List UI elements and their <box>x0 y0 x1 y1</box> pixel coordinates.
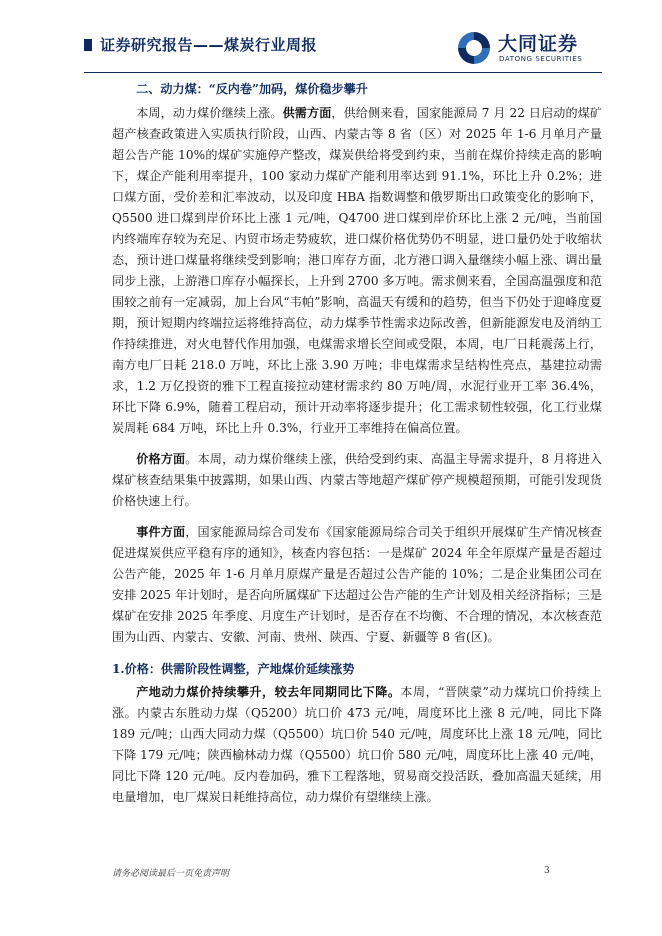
company-logo <box>456 26 602 70</box>
mine-price-text: 本周，“晋陕蒙”动力煤坑口价持续上涨。内蒙古东胜动力煤（Q5200）坑口价 473 元/吨，周度环比上涨 8 元/吨，同比下降 189 元/吨；山西大同动力煤（Q5500）坑口价 540 元/吨，周度环比上涨 18 元/吨，同比下降 179 元/吨；陕西榆林动力煤（Q5500）坑口价 580 元/吨，周度环比上涨 40 元/吨，同比下降 120 元/吨。反内卷加码，雅下工程落地，贸易商交投活跃，叠加高温天延续，用电量增加，电厂煤炭日耗维持高位，动力煤价有望继续上涨。 <box>112 685 602 804</box>
section-heading-price: 1.价格：供需阶段性调整，产地煤价延续涨势 <box>112 662 355 676</box>
price-text: 。本周，动力煤价继续上涨，供给受到约束、高温主导需求提升，8 月将进入煤矿核查结果集中披露期，如果山西、内蒙古等地超产煤矿停产规模超预期，可能引发现货价格快速上行。 <box>112 452 602 508</box>
paragraph-lead: 本周，动力煤价继续上涨。 <box>136 106 283 120</box>
logo-mark-icon <box>456 30 492 66</box>
disclaimer-note: 请务必阅读最后一页免责声明 <box>112 869 230 879</box>
page-header <box>84 26 602 70</box>
section-subheading: 二、动力煤：“反内卷”加码，煤价稳步攀升 <box>136 82 368 96</box>
logo-english-name: DATONG SECURITIES <box>499 55 583 63</box>
event-text: ，国家能源局综合司发布《国家能源局综合司关于组织开展煤矿生产情况核查促进煤炭供应平稳有序的通知》，核查内容包括：一是煤矿 2024 年全年原煤产量是否超过公告产能，2025 年 1-6 月单月原煤产量是否超过公告产能的 10%；二是企业集团公司在安排 2025 年计划时，是否向所属煤矿下达超过公告产能的生产计划及相关经济指标；三是煤矿在安排 2025 年季度、月度生产计划时，是否存在不均衡、不合理的情况，本次核查范围为山西、内蒙古、安徽、河南、贵州、陕西、宁夏、新疆等 8 省(区)。 <box>112 525 602 644</box>
supply-demand-paragraph <box>112 103 602 439</box>
price-label: 价格方面 <box>136 452 186 466</box>
page-number: 3 <box>544 866 550 876</box>
event-label: 事件方面 <box>136 525 186 539</box>
report-body <box>112 79 602 808</box>
mine-price-label: 产地动力煤价持续攀升，较去年同期同比下降。 <box>136 685 401 699</box>
header-divider <box>84 72 602 73</box>
header-marker <box>84 39 92 51</box>
price-paragraph <box>112 449 602 512</box>
supply-demand-label: 供需方面 <box>282 106 332 120</box>
logo-name: 大同证券 <box>498 33 579 55</box>
mine-price-paragraph <box>112 682 602 808</box>
report-type-title: 证券研究报告——煤炭行业周报 <box>100 36 318 54</box>
event-paragraph <box>112 522 602 648</box>
supply-demand-text: ，供给侧来看，国家能源局 7 月 22 日启动的煤矿超产核查政策进入实质执行阶段，山西、内蒙古等 8 省（区）对 2025 年 1-6 月单月产量超公告产能 10%的煤矿实施停产整改，煤炭供给将受到约束，当前在煤价持续走高的影响下，煤企产能利用率提升，100 家动力煤矿产能利用率达到 91.1%，环比上升 0.2%；进口煤方面，受价差和汇率波动，以及印度 HBA 指数调整和俄罗斯出口政策变化的影响下，Q5500 进口煤到岸价环比上涨 1 元/吨，Q4700 进口煤到岸价环比上涨 2 元/吨，当前国内终端库存较为充足、内贸市场走势疲软，进口煤价格优势仍不明显，进口量仍处于收缩状态，预计进口煤量将继续受到影响；港口库存方面，北方港口调入量继续小幅上涨、调出量同步上涨，上游港口库存小幅探长，上升到 2700 多万吨。需求侧来看，全国高温强度和范围较之前有一定减弱，加上台风“韦帕”影响，高温天有缓和的趋势，但当下仍处于迎峰度夏期，预计短期内终端拉运将维持高位，动力煤季节性需求边际改善，但新能源发电及消纳工作持续推进，对火电替代作用加强，电煤需求增长空间或受限，本周，电厂日耗震荡上行，南方电厂日耗 218.0 万吨，环比上涨 3.90 万吨；非电煤需求呈结构性亮点，基建拉动需求，1.2 万亿投资的雅下工程直接拉动建材需求约 80 万吨/周，水泥行业开工率 36.4%，环比下降 6.9%，随着工程启动，预计开动率将逐步提升；化工需求韧性较强，化工行业煤炭周耗 684 万吨，环比上升 0.3%，行业开工率维持在偏高位置。 <box>112 106 602 435</box>
